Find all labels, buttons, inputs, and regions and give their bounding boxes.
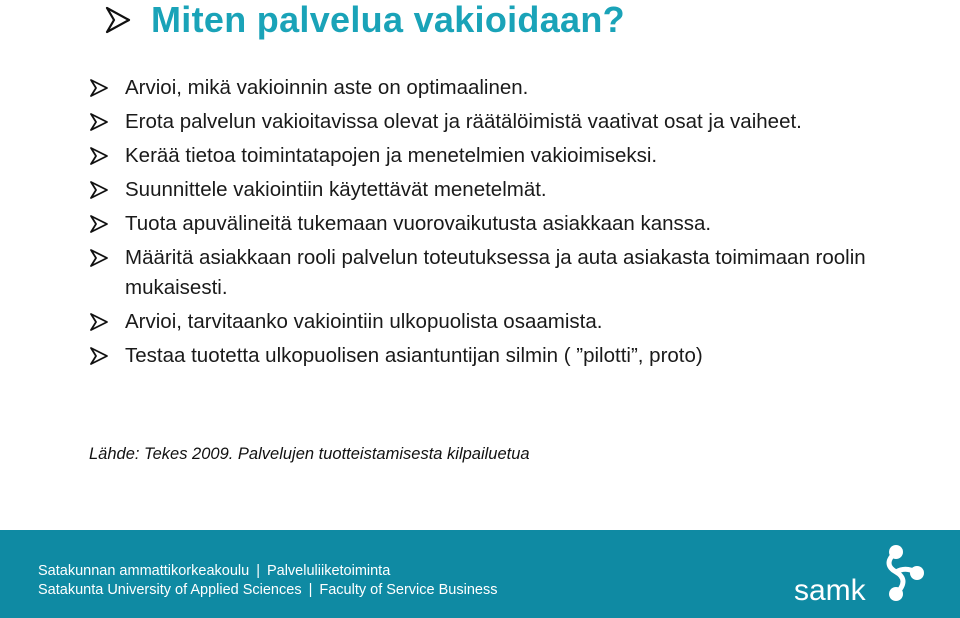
- bullet-text: Tuota apuvälineitä tukemaan vuorovaikutusta asiakkaan kanssa.: [125, 212, 712, 235]
- bullet-text: Erota palvelun vakioitavissa olevat ja räätälöimistä vaativat osat ja vaiheet.: [125, 110, 802, 133]
- bullet-item: [89, 107, 949, 137]
- unit-name-en: Faculty of Service Business: [319, 582, 498, 598]
- bullet-item: [89, 73, 949, 103]
- source-citation: Lähde: Tekes 2009. Palvelujen tuotteistamisesta kilpailuetua: [89, 445, 530, 463]
- separator: |: [308, 582, 313, 598]
- bullet-item: [89, 341, 949, 371]
- arrow-bullet-icon: [89, 78, 109, 98]
- bullet-item: [89, 175, 949, 205]
- separator: |: [256, 563, 260, 579]
- arrow-bullet-icon: [89, 146, 109, 166]
- unit-name-fi: Palveluliiketoiminta: [266, 563, 391, 579]
- org-name-fi: Satakunnan ammattikorkeakoulu: [38, 563, 250, 579]
- samk-logo-icon: [858, 544, 928, 610]
- bullet-item: [89, 141, 949, 171]
- bullet-text: Määritä asiakkaan rooli palvelun toteutuksessa ja auta asiakasta toimimaan roolin mukaisesti.: [125, 246, 866, 299]
- bullet-item: [89, 209, 949, 239]
- bullet-text: Arvioi, tarvitaanko vakiointiin ulkopuolista osaamista.: [125, 310, 603, 333]
- logo-text: samk: [794, 574, 866, 607]
- bullet-list: [89, 73, 949, 375]
- footer-line-english: [38, 582, 497, 598]
- slide-title-row: [103, 0, 625, 40]
- arrow-bullet-icon: [89, 112, 109, 132]
- arrow-bullet-icon: [89, 180, 109, 200]
- slide-title: Miten palvelua vakioidaan?: [151, 0, 625, 40]
- bullet-text: Testaa tuotetta ulkopuolisen asiantuntijan silmin ( ”pilotti”, proto): [125, 344, 703, 367]
- arrow-bullet-icon: [89, 346, 109, 366]
- bullet-item: [89, 307, 949, 337]
- arrow-bullet-icon: [89, 248, 109, 268]
- arrow-bullet-icon: [89, 214, 109, 234]
- bullet-item: [89, 243, 949, 303]
- org-name-en: Satakunta University of Applied Sciences: [38, 582, 302, 598]
- bullet-text: Kerää tietoa toimintatapojen ja menetelmien vakioimiseksi.: [125, 144, 658, 167]
- footer-bar: [0, 530, 960, 618]
- samk-logo: [788, 544, 928, 614]
- arrow-bullet-icon: [89, 312, 109, 332]
- footer-line-finnish: [38, 563, 390, 579]
- bullet-text: Arvioi, mikä vakioinnin aste on optimaalinen.: [125, 76, 529, 99]
- bullet-text: Suunnittele vakiointiin käytettävät menetelmät.: [125, 178, 547, 201]
- arrow-bullet-icon: [103, 5, 133, 35]
